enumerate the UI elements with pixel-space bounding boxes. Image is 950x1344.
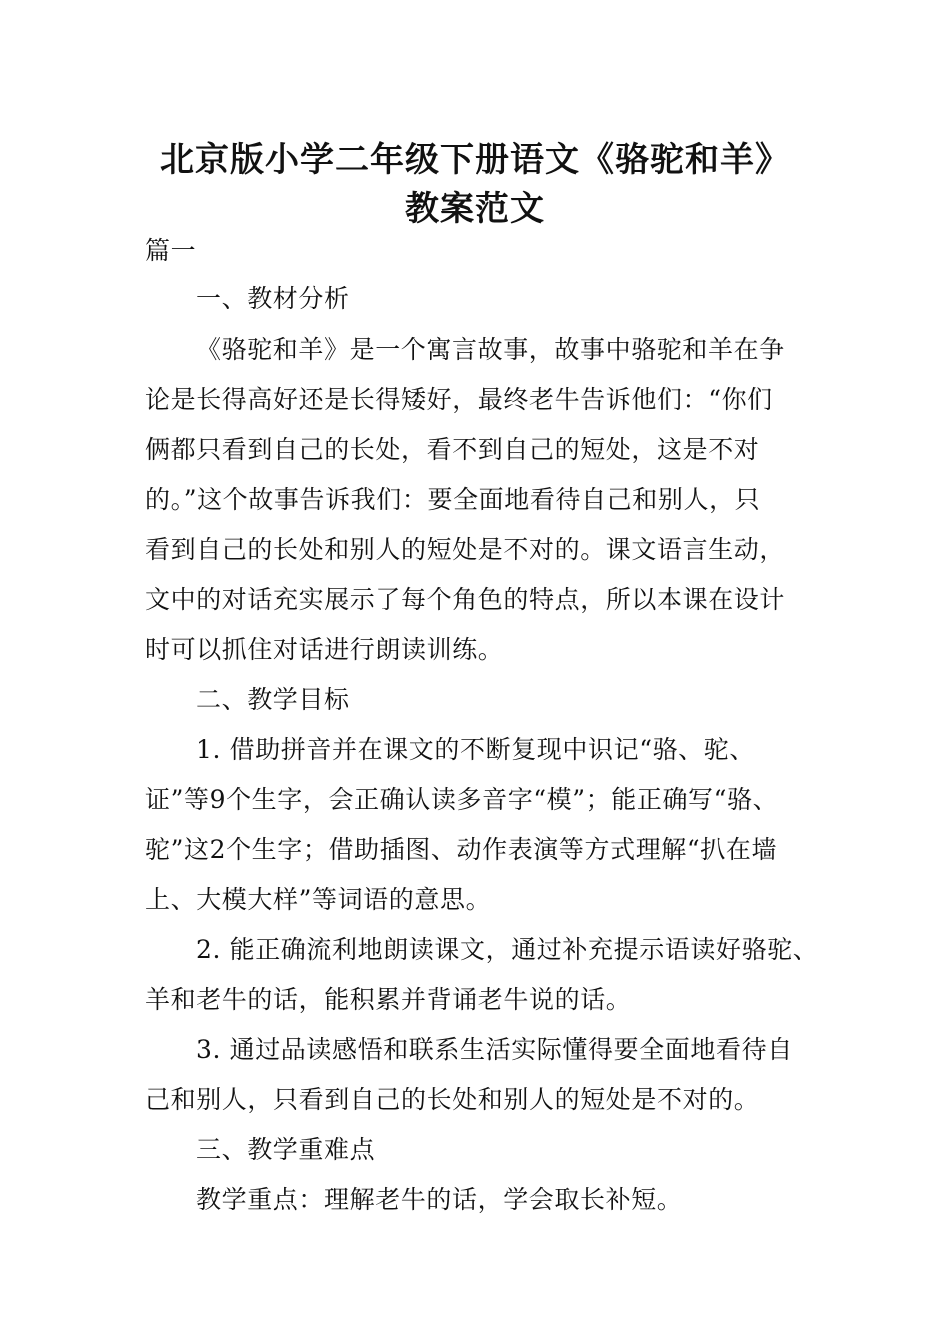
section-heading: 二、教学目标 [196,685,350,714]
section-heading: 三、教学重难点 [196,1135,376,1164]
paragraph-line: 教学重点：理解老牛的话，学会取长补短。 [196,1185,683,1214]
section-heading: 一、教材分析 [196,284,350,313]
paragraph-line: 时可以抓住对话进行朗读训练。 [145,635,504,664]
paragraph-line: 己和别人，只看到自己的长处和别人的短处是不对的。 [145,1085,760,1114]
document-title-line2: 教案范文 [405,189,545,229]
paragraph-line: 1. 借助拼音并在课文的不断复现中识记“骆、驼、 [196,735,755,764]
paragraph-line: 驼”这2个生字；借助插图、动作表演等方式理解“扒在墙 [145,835,778,864]
paragraph-line: 2. 能正确流利地朗读课文，通过补充提示语读好骆驼、 [196,935,819,964]
paragraph-line: 《骆驼和羊》是一个寓言故事，故事中骆驼和羊在争 [196,335,785,364]
paragraph-line: 俩都只看到自己的长处，看不到自己的短处，这是不对 [145,435,760,464]
paragraph-line: 证”等9个生字，会正确认读多音字“模”；能正确写“骆、 [145,785,779,814]
paragraph-line: 3. 通过品读感悟和联系生活实际懂得要全面地看待自 [196,1035,793,1064]
part-label: 篇一 [145,236,197,265]
paragraph-line: 文中的对话充实展示了每个角色的特点，所以本课在设计 [145,585,786,614]
paragraph-line: 看到自己的长处和别人的短处是不对的。课文语言生动， [145,535,786,564]
paragraph-line: 的。”这个故事告诉我们：要全面地看待自己和别人，只 [145,485,761,514]
paragraph-line: 上、大模大样”等词语的意思。 [145,885,492,914]
paragraph-line: 羊和老牛的话，能积累并背诵老牛说的话。 [145,985,632,1014]
document-title: 北京版小学二年级下册语文《骆驼和羊》 [160,140,790,180]
paragraph-line: 论是长得高好还是长得矮好，最终老牛告诉他们：“你们 [145,385,773,414]
